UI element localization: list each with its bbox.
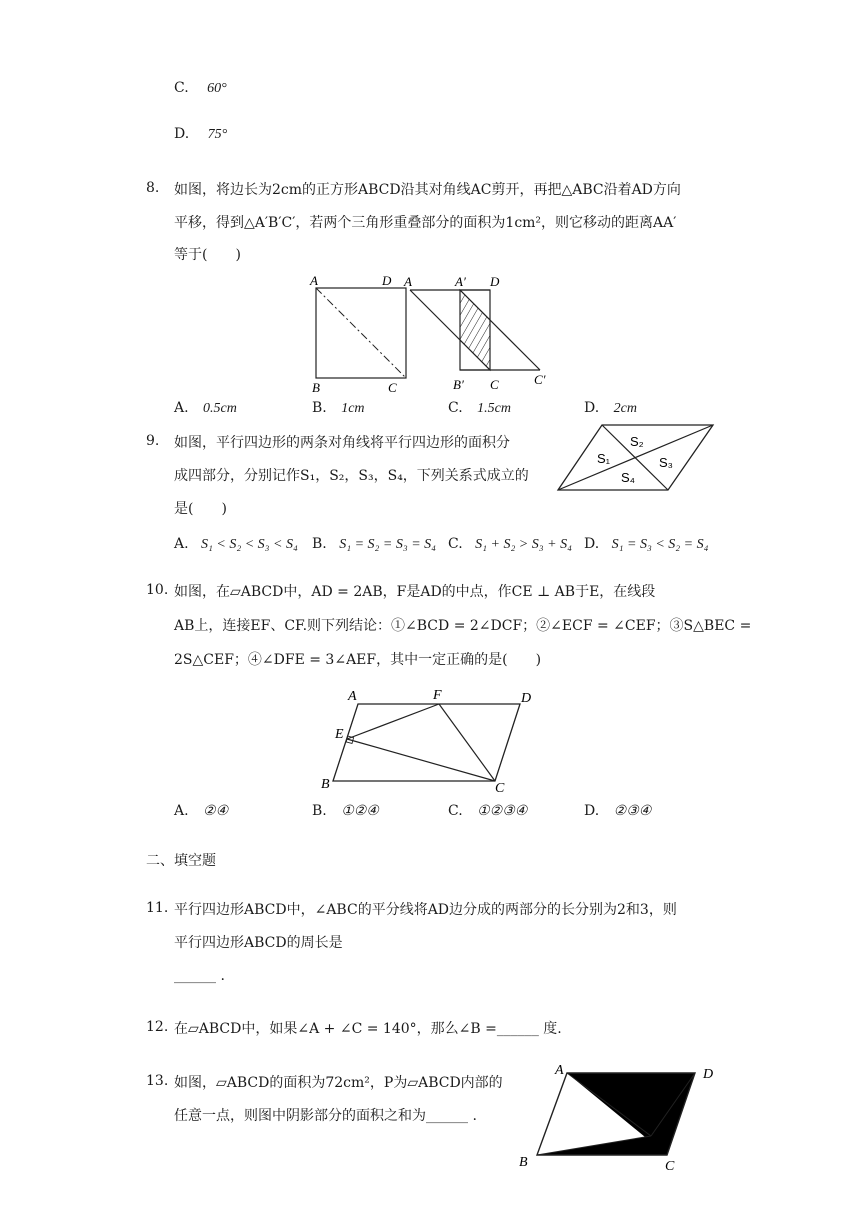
q9-option-a (174, 536, 298, 553)
option-letter: A. (174, 803, 189, 819)
label-d-right: D (490, 274, 500, 289)
label-a: A (310, 273, 318, 288)
label-s3: S₃ (659, 455, 673, 470)
label-d: D (382, 273, 392, 288)
q10-line1: 如图，在▱ABCD中，AD = 2AB，F是AD的中点，作CE ⊥ AB于E，在线段 (174, 584, 656, 600)
label-s2: S₂ (630, 434, 644, 449)
option-text: ②④ (203, 804, 229, 819)
option-text: 75° (207, 127, 228, 142)
option-text: S₁ = S₃ < S₂ = S₄ (611, 537, 709, 552)
option-text: ②③④ (613, 804, 652, 819)
option-text: 1cm (341, 401, 365, 416)
option-letter: B. (312, 803, 327, 819)
option-text: ①②④ (341, 804, 379, 819)
q9-option-d (584, 536, 708, 553)
label-b: B (321, 777, 330, 792)
option-letter: D. (584, 536, 600, 552)
option-letter: D. (584, 803, 600, 819)
label-a-right: A (404, 274, 412, 289)
option-letter: A. (174, 536, 189, 552)
option-letter: C. (448, 803, 463, 819)
q9-option-c (448, 536, 572, 553)
q11-number: 11. (146, 900, 169, 916)
option-text: S₁ = S₂ = S₃ = S₄ (339, 537, 437, 552)
q10-option-d (584, 803, 651, 820)
label-c: C (388, 380, 397, 394)
option-text: 1.5cm (477, 401, 511, 416)
label-s4: S₄ (621, 470, 635, 485)
q9-line1: 如图，平行四边形的两条对角线将平行四边形的面积分 (174, 435, 510, 451)
q10-figure (315, 684, 545, 794)
q7-option-c (174, 80, 227, 97)
q11-line3: ______ . (174, 968, 225, 984)
q9-number: 9. (146, 433, 160, 449)
q13-figure (515, 1058, 720, 1178)
q8-option-d (584, 400, 637, 417)
q12-line1: 在▱ABCD中，如果∠A + ∠C = 140°，那么∠B =______ 度. (174, 1021, 562, 1037)
option-letter: B. (312, 536, 327, 552)
option-letter: D. (584, 400, 600, 416)
q7-option-d (174, 126, 227, 143)
q10-number: 10. (146, 582, 169, 598)
option-letter: A. (174, 400, 189, 416)
q9-line2: 成四部分，分别记作S₁，S₂，S₃，S₄，下列关系式成立的 (174, 468, 529, 484)
q8-line1: 如图，将边长为2cm的正方形ABCD沿其对角线AC剪开，再把△ABC沿着AD方向 (174, 182, 681, 198)
label-b: B (312, 380, 320, 394)
label-a: A (348, 689, 357, 704)
q10-option-c (448, 803, 527, 820)
section-title: 二、填空题 (146, 853, 216, 869)
q9-option-b (312, 536, 436, 553)
label-a-prime: A′ (455, 274, 466, 289)
q10-option-b (312, 803, 379, 820)
label-e: E (335, 727, 344, 742)
q8-line3: 等于( ) (174, 247, 241, 263)
option-text: 2cm (613, 401, 637, 416)
label-d: D (521, 691, 532, 706)
q8-option-b (312, 400, 365, 417)
overlap-shaded (460, 290, 490, 370)
q10-line2: AB上，连接EF、CF.则下列结论：①∠BCD = 2∠DCF；②∠ECF = ∠CEF；③S△BEC = (174, 618, 752, 634)
option-letter: D. (174, 126, 190, 142)
diagonal-ac (316, 288, 406, 378)
label-b: B (519, 1155, 528, 1170)
segment-ef (347, 704, 439, 739)
segment-fc (439, 704, 495, 781)
q11-line2: 平行四边形ABCD的周长是 (174, 935, 343, 951)
option-text: S₁ < S₂ < S₃ < S₄ (201, 537, 298, 552)
q11-line1: 平行四边形ABCD中，∠ABC的平分线将AD边分成的两部分的长分别为2和3，则 (174, 902, 677, 918)
q8-number: 8. (146, 180, 160, 196)
option-letter: C. (448, 400, 463, 416)
option-text: 0.5cm (203, 401, 237, 416)
label-c-right: C (490, 377, 499, 392)
option-letter: C. (448, 536, 463, 552)
option-letter: C. (174, 80, 189, 96)
option-text: ①②③④ (477, 804, 528, 819)
label-b-prime: B′ (453, 377, 464, 392)
q13-number: 13. (146, 1073, 169, 1089)
q13-line1: 如图，▱ABCD的面积为72cm²，P为▱ABCD内部的 (174, 1075, 503, 1091)
q10-option-a (174, 803, 228, 820)
q8-option-c (448, 400, 511, 417)
q10-line3: 2S△CEF；④∠DFE = 3∠AEF，其中一定正确的是( ) (174, 652, 542, 668)
label-a: A (555, 1063, 564, 1078)
label-s1: S₁ (597, 451, 611, 466)
option-letter: B. (312, 400, 327, 416)
label-c: C (665, 1159, 675, 1174)
option-text: S₁ + S₂ > S₃ + S₄ (475, 537, 572, 552)
label-c: C (495, 781, 505, 794)
label-c-prime: C′ (534, 372, 546, 387)
segment-ec (347, 739, 495, 781)
q8-option-a (174, 400, 237, 417)
q13-line2: 任意一点，则图中阴影部分的面积之和为______ . (174, 1108, 477, 1124)
label-f: F (433, 688, 442, 703)
q9-figure (555, 420, 720, 495)
label-d: D (703, 1067, 714, 1082)
q8-line2: 平移，得到△A′B′C′，若两个三角形重叠部分的面积为1cm²，则它移动的距离AA′ (174, 215, 677, 231)
q12-number: 12. (146, 1019, 169, 1035)
option-text: 60° (207, 81, 227, 96)
q9-line3: 是( ) (174, 501, 227, 517)
q8-figure (300, 268, 570, 394)
